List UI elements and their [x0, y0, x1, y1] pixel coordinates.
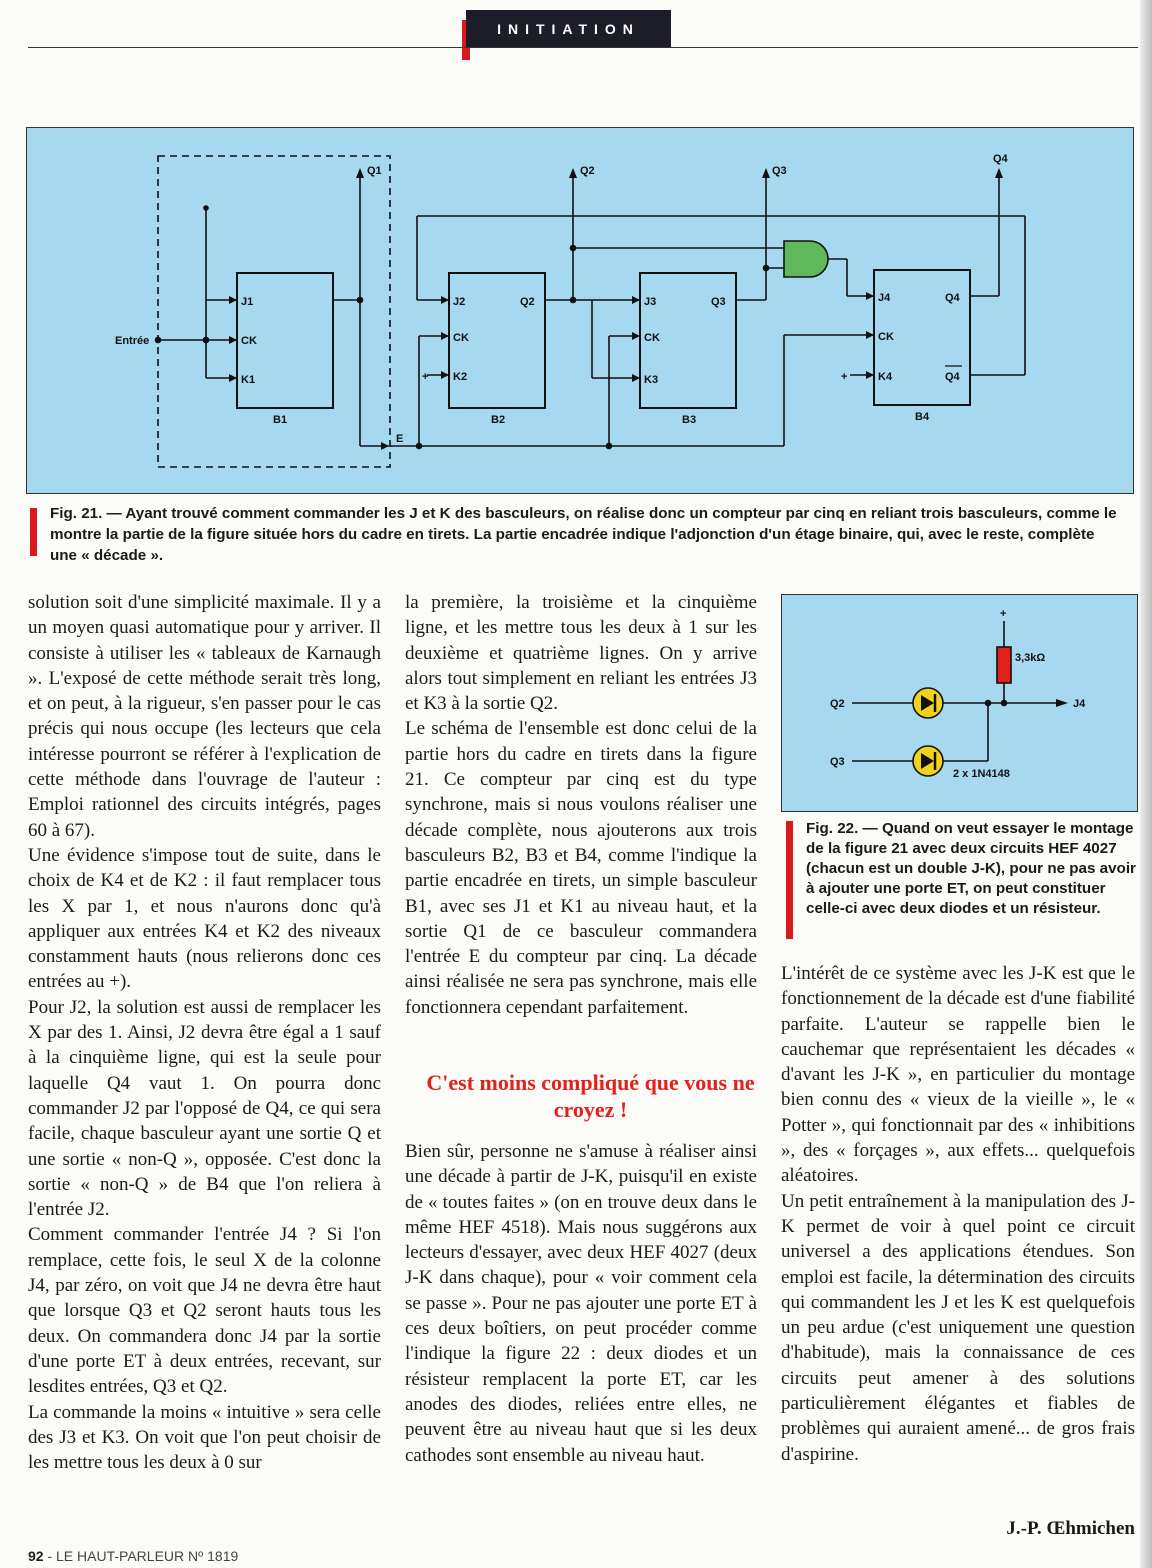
label-ck4: CK [878, 331, 894, 343]
label-j4: J4 [878, 292, 891, 304]
figure-22-caption: Fig. 22. — Quand on veut essayer le montage de la figure 21 avec deux circuits HEF 4027 (chacun est un double J-K), pour ne pas avoir à ajouter une porte ET, on peut constituer celle-ci avec deux diodes et un résisteur. [806, 820, 1136, 917]
and-gate [784, 241, 828, 277]
label-e: E [396, 433, 404, 445]
label-resistor: 3,3kΩ [1015, 652, 1046, 664]
paragraph: La commande la moins « intuitive » sera celle des J3 et K3. On voit que l'on peut choisir de les mettre tous les deux à 0 sur [28, 1401, 381, 1474]
label-b2: B2 [491, 414, 506, 426]
label-q3-out: Q3 [711, 296, 726, 308]
label-b3: B3 [682, 414, 697, 426]
label-q2: Q2 [580, 165, 595, 177]
caption-marker [30, 508, 37, 556]
label-ck1: CK [241, 335, 257, 347]
figure-21-caption: Fig. 21. — Ayant trouvé comment commander les J et K des basculeurs, on réalise donc un compteur par cinq en reliant trois basculeurs, comme le montre la partie de la figure située hors du cadre en tirets. La partie encadrée indique l'adjonction d'un étage binaire, qui, avec le reste, complète une « décade ». [50, 505, 1117, 564]
paragraph: solution soit d'une simplicité maximale. Il y a un moyen quasi automatique pour y arriver. Il consiste à utiliser les « tableaux de Karnaugh ». L'exposé de cette méthode serait très long, et on peut, à la rigueur, s'en passer pour le cas précis qui nous occupe (les lecteurs que cela intéresse pourront se référer à l'explication de cette méthode dans l'ouvrage de l'auteur : Emploi rationnel des circuits intégrés, pages 60 à 67). [28, 592, 381, 841]
paragraph: Le schéma de l'ensemble est donc celui de la partie hors du cadre en tirets dans la figure 21. Ce compteur par cinq est du type synchrone, mais si nous voulons réaliser une décade complète, nous ajouterons aux trois basculeurs B2, B3 et B4, comme l'indique la partie encadrée en tirets, un simple basculeur B1, avec ses J1 et K1 au niveau haut, et la sortie Q1 de ce basculeur commandera l'entrée E du compteur par cinq. La décade ainsi réalisée ne sera pas synchrone, mais elle fonctionnera cependant parfaitement. [405, 718, 757, 1018]
column-3 [781, 961, 1135, 1467]
label-entree: Entrée [115, 335, 150, 347]
section-header: INITIATION [466, 10, 671, 48]
label-j2: J2 [453, 296, 466, 308]
resistor [997, 647, 1011, 683]
label-k3: K3 [644, 374, 659, 386]
paragraph: Pour J2, la solution est aussi de remplacer les X par des 1. Ainsi, J2 devra être égal a 1 sauf à la cinquième ligne, qui est la seule pour laquelle Q4 vaut 1. On pourra donc commander J2 par l'opposé de Q4, ce qui sera facile, chaque basculeur ayant une sortie Q et une sortie « non-Q », opposée. C'est donc la sortie « non-Q » de B4 que l'on reliera à l'entrée J2. [28, 996, 381, 1221]
paragraph: Comment commander l'entrée J4 ? Si l'on remplace, cette fois, le seul X de la colonne J4, par zéro, on voit que J4 ne devra être haut que lorsque Q3 et Q2 seront hauts tous les deux. On commandera donc J4 par la sortie d'une porte ET à deux entrées, recevant, sur lesdites entrées, Q3 et Q2. [28, 1224, 381, 1398]
page-gutter [1140, 0, 1152, 1568]
label-k4: K4 [878, 371, 893, 383]
column-1 [28, 590, 381, 1475]
label-q2-out: Q2 [520, 296, 535, 308]
label-q3: Q3 [772, 165, 787, 177]
label-ck3: CK [644, 332, 660, 344]
label-q4-out: Q4 [945, 292, 960, 304]
label-plus-k2: + [422, 371, 429, 383]
label-j4: J4 [1073, 698, 1086, 710]
label-diodes: 2 x 1N4148 [953, 768, 1010, 780]
label-k2: K2 [453, 371, 468, 383]
column-2-lower [405, 1139, 757, 1468]
label-plus: + [1000, 608, 1007, 620]
label-nq4: Q4 [945, 371, 960, 383]
label-b4: B4 [915, 411, 930, 423]
caption-marker [786, 821, 793, 939]
figure-21 [26, 127, 1134, 494]
page-footer [28, 1548, 238, 1564]
label-q4: Q4 [993, 153, 1008, 165]
paragraph: Bien sûr, personne ne s'amuse à réaliser ainsi une décade à partir de J-K, puisqu'il en existe de « toutes faites » (on en trouve deux dans le même HEF 4518). Mais nous suggérons aux lecteurs d'essayer, avec deux HEF 4027 (deux J-K dans chaque), pour « voir comment cela se passe ». Pour ne pas ajouter une porte ET à ces deux boîtiers, on peut procéder comme l'indique la figure 22 : deux diodes et un résisteur remplacent la porte ET, car les anodes des diodes, reliées entre elles, ne peuvent être au niveau haut que si les deux cathodes sont ensemble au niveau haut. [405, 1141, 757, 1466]
header-rule [28, 47, 1138, 48]
label-k1: K1 [241, 374, 256, 386]
column-2 [405, 590, 757, 1020]
label-j3: J3 [644, 296, 657, 308]
author-signature: J.-P. Œhmichen [1006, 1518, 1135, 1539]
section-headline: C'est moins compliqué que vous ne croyez ! [426, 1070, 755, 1122]
label-ck2: CK [453, 332, 469, 344]
label-q1: Q1 [367, 165, 382, 177]
magazine-name: - LE HAUT-PARLEUR Nº 1819 [47, 1548, 239, 1564]
label-q3: Q3 [830, 756, 845, 768]
page-number: 92 [28, 1548, 44, 1564]
paragraph: L'intérêt de ce système avec les J-K est que le fonctionnement de la décade est d'une fiabilité parfaite. L'auteur se rappelle bien le cauchemar que représentaient les décades « d'avant les J-K », en particulier du montage bien connu des « vieux de la vieille », le « Potter », qui fonctionnait par des « inhibitions », des « forçages », aux effets... quelquefois aléatoires. [781, 963, 1135, 1187]
paragraph: Un petit entraînement à la manipulation des J-K permet de voir à quel point ce circuit universel a des applications étendues. Son emploi est facile, la détermination des circuits qui commandent les J et les K est quelquefois un peu ardue (c'est uniquement une question d'habitude), mais la connaissance de ces circuits peut amener à des solutions particulièrement élégantes et fiables de problèmes qui auraient amené... de gros frais d'aspirine. [781, 1190, 1135, 1465]
label-j1: J1 [241, 296, 254, 308]
label-b1: B1 [273, 414, 288, 426]
paragraph: Une évidence s'impose tout de suite, dans le choix de K4 et de K2 : il faut remplacer tous les X par 1, et nous n'aurons donc qu'à appliquer aux entrées K4 et K2 des niveaux constamment hauts (nous relierons donc ces entrées au +). [28, 844, 381, 993]
label-q2: Q2 [830, 698, 845, 710]
paragraph: la première, la troisième et la cinquième ligne, et les mettre tous les deux à 1 sur les deuxième et quatrième lignes. On y arrive alors tout simplement en reliant les entrées J3 et K3 à la sortie Q2. [405, 592, 757, 715]
figure-22 [781, 594, 1138, 812]
label-plus-k4: + [841, 371, 848, 383]
